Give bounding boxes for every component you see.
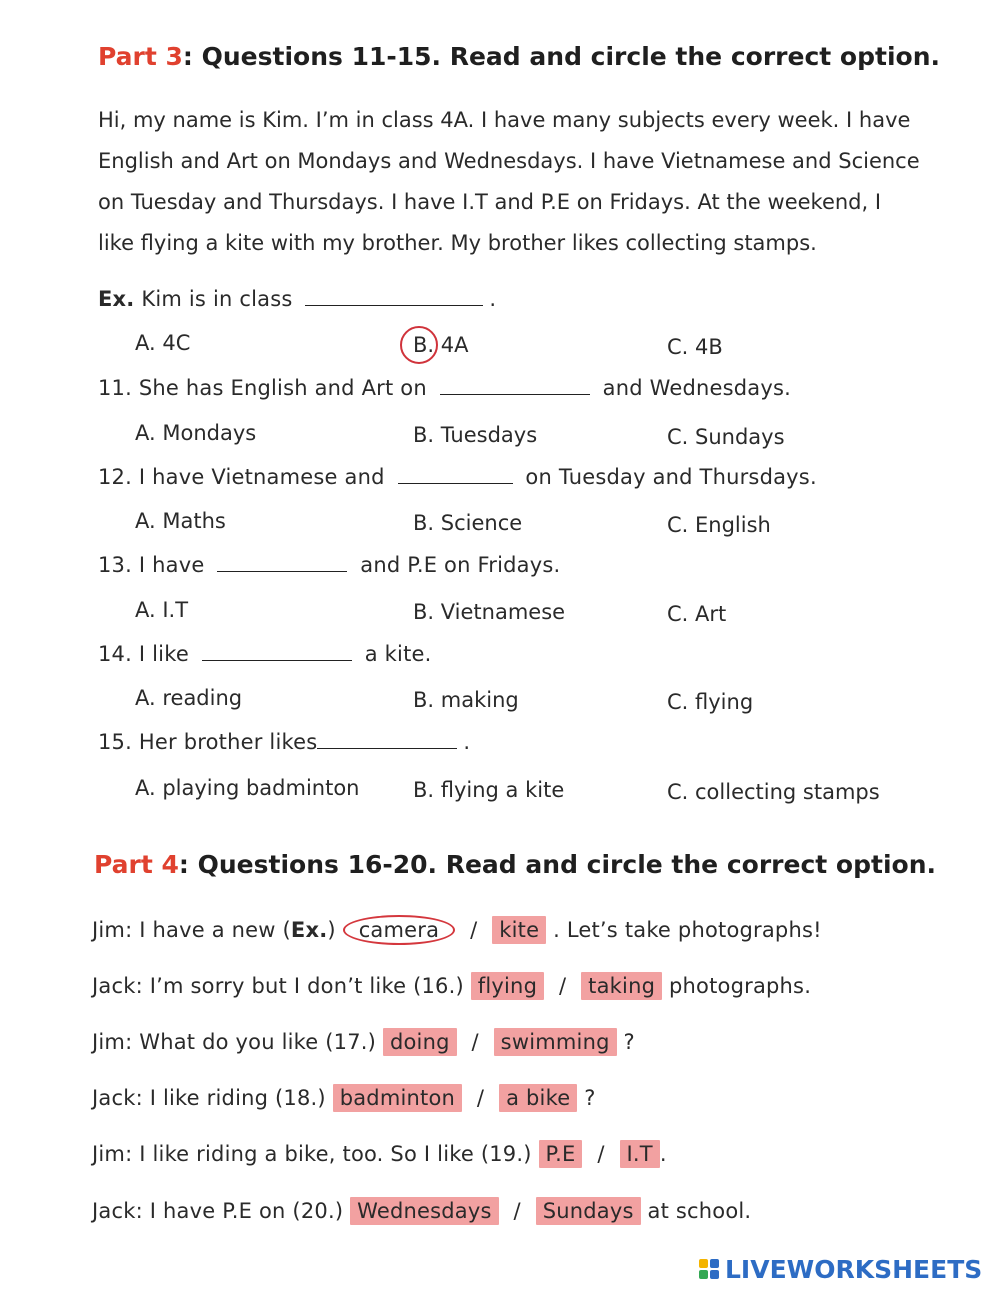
part4-label: Part 4 — [94, 850, 179, 879]
slash-divider: / — [513, 1199, 521, 1223]
slash-divider: / — [597, 1142, 605, 1166]
logo-text: LIVEWORKSHEETS — [725, 1254, 983, 1284]
answer-blank[interactable] — [217, 571, 347, 572]
option-taking[interactable]: taking — [581, 972, 662, 1000]
question-text: 13. I have — [98, 553, 205, 577]
q15-option-a[interactable]: A. playing badminton — [135, 776, 360, 800]
example-option-b[interactable]: B. 4A — [413, 333, 469, 357]
liveworksheets-logo — [699, 1256, 982, 1282]
dialogue-text: Jim: What do you like (17.) — [92, 1030, 377, 1054]
dialogue-line-ex — [92, 915, 822, 945]
dialogue-text: ) — [327, 918, 336, 942]
option-flying[interactable]: flying — [471, 972, 544, 1000]
q15-option-b[interactable]: B. flying a kite — [413, 778, 565, 802]
q11-option-c[interactable]: C. Sundays — [667, 425, 785, 449]
q12-option-c[interactable]: C. English — [667, 513, 771, 537]
dialogue-text-end: at school. — [647, 1199, 752, 1223]
option-camera[interactable]: camera — [343, 915, 456, 945]
slash-divider: / — [476, 1086, 485, 1110]
part4-title: : Questions 16-20. Read and circle the correct option. — [178, 850, 936, 879]
dialogue-line-20 — [92, 1197, 751, 1225]
question-text: 12. I have Vietnamese and — [98, 465, 385, 489]
question-text: 15. Her brother likes — [98, 730, 318, 754]
option-sundays[interactable]: Sundays — [536, 1197, 641, 1225]
dialogue-text-end: photographs. — [669, 974, 812, 998]
q12-option-a[interactable]: A. Maths — [135, 509, 226, 533]
q13-option-a[interactable]: A. I.T — [135, 598, 189, 622]
question-text: 11. She has English and Art on — [98, 376, 427, 400]
q14-option-a[interactable]: A. reading — [135, 686, 243, 710]
answer-blank[interactable] — [398, 483, 513, 484]
answer-blank[interactable] — [317, 748, 457, 749]
q11-option-b[interactable]: B. Tuesdays — [413, 423, 538, 447]
option-doing[interactable]: doing — [383, 1028, 457, 1056]
example-question — [98, 287, 496, 311]
question-text-end: and P.E on Fridays. — [360, 553, 561, 577]
answer-blank[interactable] — [305, 305, 483, 306]
example-label: Ex. — [98, 287, 135, 311]
example-text: Kim is in class — [141, 287, 293, 311]
dialogue-text: Jack: I’m sorry but I don’t like (16.) — [92, 974, 464, 998]
example-text-end: . — [489, 287, 497, 311]
q11-option-a[interactable]: A. Mondays — [135, 421, 257, 445]
part4-heading — [94, 850, 936, 879]
question-text-end: . — [463, 730, 471, 754]
question-14 — [98, 642, 432, 666]
dialogue-line-17 — [92, 1028, 635, 1056]
answer-circle — [400, 326, 438, 364]
option-wednesdays[interactable]: Wednesdays — [350, 1197, 499, 1225]
dialogue-text-end: ? — [584, 1086, 596, 1110]
q14-option-c[interactable]: C. flying — [667, 690, 754, 714]
part3-title: : Questions 11-15. Read and circle the correct option. — [182, 42, 940, 71]
q14-option-b[interactable]: B. making — [413, 688, 519, 712]
dialogue-line-16 — [92, 972, 811, 1000]
passage-line: English and Art on Mondays and Wednesdays. I have Vietnamese and Science — [98, 149, 920, 173]
dialogue-text: Jim: I like riding a bike, too. So I like (19.) — [92, 1142, 532, 1166]
example-label: Ex. — [290, 918, 328, 942]
question-13 — [98, 553, 560, 577]
slash-divider: / — [470, 918, 478, 942]
option-it[interactable]: I.T — [620, 1140, 660, 1168]
dialogue-text-end: . Let’s take photographs! — [553, 918, 822, 942]
question-text: 14. I like — [98, 642, 189, 666]
dialogue-text-end: ? — [623, 1030, 635, 1054]
dialogue-text: Jack: I like riding (18.) — [92, 1086, 326, 1110]
slash-divider: / — [559, 974, 567, 998]
q12-option-b[interactable]: B. Science — [413, 511, 523, 535]
question-text-end: a kite. — [364, 642, 432, 666]
question-11 — [98, 376, 791, 400]
q15-option-c[interactable]: C. collecting stamps — [667, 780, 880, 804]
q13-option-b[interactable]: B. Vietnamese — [413, 600, 566, 624]
slash-divider: / — [471, 1030, 479, 1054]
dialogue-line-18 — [92, 1084, 596, 1112]
option-pe[interactable]: P.E — [539, 1140, 583, 1168]
option-swimming[interactable]: swimming — [494, 1028, 617, 1056]
option-badminton[interactable]: badminton — [333, 1084, 462, 1112]
question-15 — [98, 730, 470, 754]
part3-label: Part 3 — [98, 42, 183, 71]
passage-line: on Tuesday and Thursdays. I have I.T and P.E on Fridays. At the weekend, I — [98, 190, 882, 214]
passage-line: like flying a kite with my brother. My brother likes collecting stamps. — [98, 231, 817, 255]
part3-heading — [98, 42, 940, 71]
dialogue-text-end: . — [659, 1142, 667, 1166]
passage-line: Hi, my name is Kim. I’m in class 4A. I have many subjects every week. I have — [98, 108, 911, 132]
option-kite[interactable]: kite — [492, 916, 546, 944]
question-text-end: and Wednesdays. — [602, 376, 792, 400]
q13-option-c[interactable]: C. Art — [667, 602, 727, 626]
answer-blank[interactable] — [440, 394, 590, 395]
answer-blank[interactable] — [202, 660, 352, 661]
reading-passage — [98, 100, 938, 264]
dialogue-text: Jack: I have P.E on (20.) — [92, 1199, 344, 1223]
question-12 — [98, 465, 817, 489]
question-text-end: on Tuesday and Thursdays. — [525, 465, 817, 489]
logo-icon — [699, 1259, 719, 1279]
dialogue-text: Jim: I have a new ( — [92, 918, 291, 942]
option-a-bike[interactable]: a bike — [499, 1084, 577, 1112]
example-option-c[interactable]: C. 4B — [667, 335, 723, 359]
dialogue-line-19 — [92, 1140, 667, 1168]
example-option-a[interactable]: A. 4C — [135, 331, 191, 355]
